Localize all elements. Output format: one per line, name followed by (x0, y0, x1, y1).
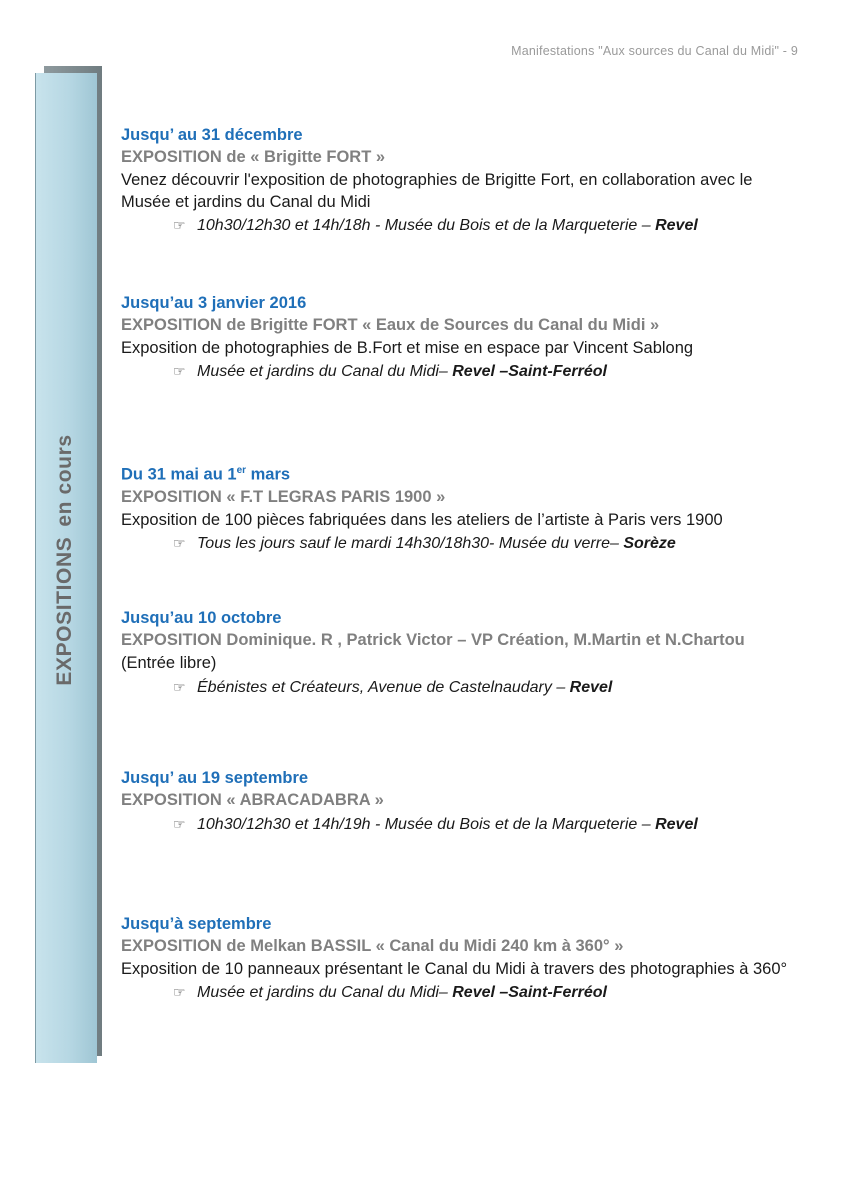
hand-pointer-icon: ☞ (173, 679, 186, 695)
event-item (121, 124, 801, 238)
event-title: EXPOSITION « ABRACADABRA » (121, 791, 384, 809)
event-info (173, 359, 801, 384)
event-date: Jusqu’au 3 janvier 2016 (121, 294, 307, 312)
event-title: EXPOSITION de Brigitte FORT « Eaux de Sources du Canal du Midi » (121, 316, 660, 334)
event-info-text: Ébénistes et Créateurs, Avenue de Castelnaudary – (197, 679, 570, 696)
event-date: Jusqu’ au 19 septembre (121, 769, 309, 787)
event-info-text: 10h30/12h30 et 14h/19h - Musée du Bois et de la Marqueterie – (197, 816, 656, 833)
event-title: EXPOSITION « F.T LEGRAS PARIS 1900 » (121, 487, 446, 506)
event-description: Exposition de 100 pièces fabriquées dans les ateliers de l’artiste à Paris vers 1900 (121, 510, 723, 529)
event-info-text: Musée et jardins du Canal du Midi– (197, 984, 453, 1001)
hand-pointer-icon: ☞ (173, 816, 186, 832)
event-date (121, 460, 801, 486)
event-info-text: 10h30/12h30 et 14h/18h - Musée du Bois et de la Marqueterie – (197, 217, 656, 234)
event-info (173, 531, 801, 556)
event-description: Exposition de photographies de B.Fort et mise en espace par Vincent Sablong (121, 339, 694, 357)
page-header: Manifestations "Aux sources du Canal du Midi" - 9 (511, 44, 798, 58)
event-date: Jusqu’à septembre (121, 915, 272, 933)
event-info-text: Tous les jours sauf le mardi 14h30/18h30- Musée du verre– (197, 534, 624, 552)
event-item (121, 913, 801, 1005)
hand-pointer-icon: ☞ (173, 984, 186, 1000)
event-date-end: mars (246, 465, 291, 484)
event-description: Venez découvrir l'exposition de photographies de Brigitte Fort, en collaboration avec le Musée et jardins du Canal du Midi (121, 171, 753, 211)
event-place: Revel (569, 679, 613, 696)
event-place: Revel –Saint-Ferréol (452, 363, 607, 380)
hand-pointer-icon: ☞ (173, 363, 186, 379)
event-title-extra: (Entrée libre) (121, 654, 217, 672)
event-item (121, 607, 801, 700)
event-title: EXPOSITION de « Brigitte FORT » (121, 148, 386, 166)
event-date-main: Du 31 mai au 1 (121, 465, 237, 484)
event-item (121, 767, 801, 837)
hand-pointer-icon: ☞ (173, 534, 186, 551)
sidebar-label (53, 434, 77, 685)
event-title-text: EXPOSITION Dominique. R , Patrick Victor – VP Création, M.Martin et N.Chartou (121, 631, 745, 649)
event-place: Revel –Saint-Ferréol (452, 984, 607, 1001)
sidebar-label-main: EXPOSITIONS (53, 536, 76, 686)
event-place: Revel (655, 816, 698, 833)
event-description: Exposition de 10 panneaux présentant le Canal du Midi à travers des photographies à 360° (121, 960, 788, 978)
event-item (121, 460, 801, 556)
event-title: EXPOSITION de Melkan BASSIL « Canal du Midi 240 km à 360° » (121, 937, 624, 955)
event-info-text: Musée et jardins du Canal du Midi– (197, 363, 453, 380)
hand-pointer-icon: ☞ (173, 217, 186, 233)
event-info (173, 980, 801, 1005)
event-date: Jusqu’au 10 octobre (121, 609, 282, 627)
event-title (121, 629, 801, 675)
sidebar-label-sub: en cours (53, 434, 76, 527)
event-item (121, 292, 801, 384)
event-date-sup: er (236, 465, 247, 476)
event-place: Revel (655, 217, 698, 234)
event-info (173, 812, 801, 837)
event-info (173, 213, 801, 238)
event-info (173, 675, 801, 700)
event-place: Sorèze (623, 534, 676, 552)
event-date: Jusqu’ au 31 décembre (121, 126, 303, 144)
